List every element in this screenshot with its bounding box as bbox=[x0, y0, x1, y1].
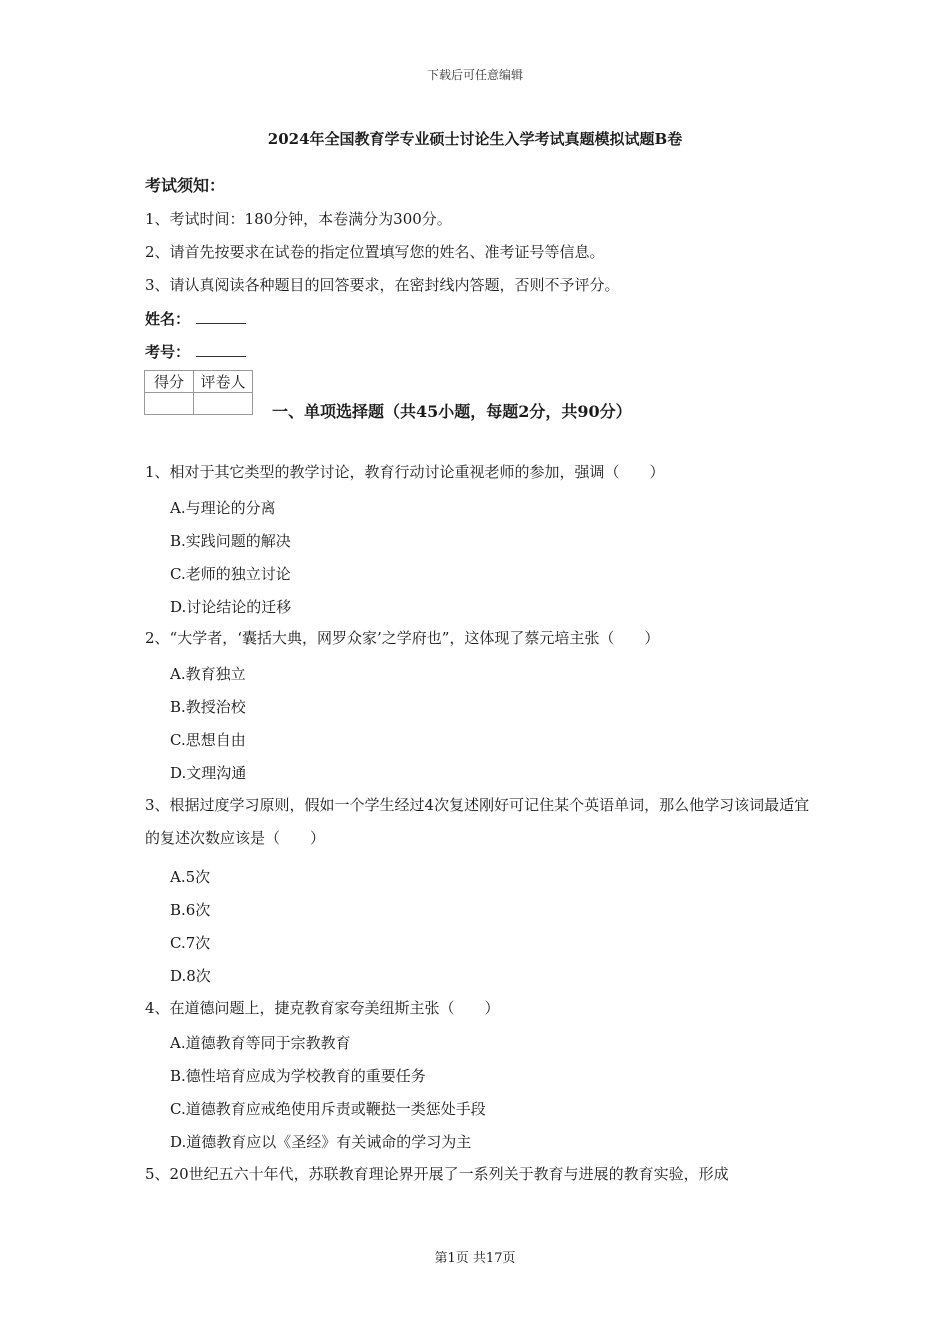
document-title: 2024年全国教育学专业硕士讨论生入学考试真题模拟试题B卷 bbox=[267, 130, 683, 148]
page-footer: 第1页 共17页 bbox=[434, 1251, 516, 1266]
question-4-option: A.道德教育等同于宗教教育 bbox=[170, 1034, 351, 1052]
question-5-text: 5、20世纪五六十年代，苏联教育理论界开展了一系列关于教育与进展的教育实验，形成 bbox=[145, 1165, 729, 1183]
name-blank[interactable] bbox=[196, 309, 246, 324]
exam-id-label: 考号： bbox=[145, 343, 191, 361]
grader-header: 评卷人 bbox=[194, 371, 253, 393]
question-2-option: D.文理沟通 bbox=[170, 764, 247, 782]
question-4-option: D.道德教育应以《圣经》有关诫命的学习为主 bbox=[170, 1133, 472, 1151]
question-2-text: 2、“大学者，‘囊括大典，网罗众家’之学府也”，这体现了蔡元培主张（ ） bbox=[145, 629, 660, 647]
notice-item: 1、考试时间：180分钟，本卷满分为300分。 bbox=[145, 210, 452, 228]
notice-heading: 考试须知： bbox=[145, 176, 226, 195]
notice-item: 2、请首先按要求在试卷的指定位置填写您的姓名、准考证号等信息。 bbox=[145, 243, 605, 261]
grader-cell bbox=[194, 393, 253, 415]
question-4-option: B.德性培育应成为学校教育的重要任务 bbox=[170, 1067, 426, 1085]
question-3-option: C.7次 bbox=[170, 934, 211, 952]
score-header: 得分 bbox=[145, 371, 194, 393]
name-label: 姓名： bbox=[145, 310, 191, 328]
question-1-option: B.实践问题的解决 bbox=[170, 532, 291, 550]
name-field bbox=[145, 308, 246, 329]
exam-id-blank[interactable] bbox=[196, 342, 246, 357]
question-4-text: 4、在道德问题上，捷克教育家夸美纽斯主张（ ） bbox=[145, 999, 500, 1017]
score-table bbox=[144, 370, 253, 415]
question-1-option: A.与理论的分离 bbox=[170, 499, 276, 517]
question-2-option: C.思想自由 bbox=[170, 731, 246, 749]
notice-item: 3、请认真阅读各种题目的回答要求，在密封线内答题，否则不予评分。 bbox=[145, 276, 620, 294]
question-2-option: A.教育独立 bbox=[170, 665, 246, 683]
score-cell bbox=[145, 393, 194, 415]
question-2-option: B.教授治校 bbox=[170, 698, 246, 716]
question-3-option: D.8次 bbox=[170, 967, 211, 985]
question-1-option: C.老师的独立讨论 bbox=[170, 565, 291, 583]
header-note: 下载后可任意编辑 bbox=[426, 68, 523, 82]
question-3-option: A.5次 bbox=[170, 868, 211, 886]
question-1-text: 1、相对于其它类型的教学讨论，教育行动讨论重视老师的参加，强调（ ） bbox=[145, 463, 665, 481]
question-3-text: 3、根据过度学习原则，假如一个学生经过4次复述刚好可记住某个英语单词，那么他学习该词最适宜的复述次数应该是（ ） bbox=[145, 796, 810, 847]
question-4-option: C.道德教育应戒绝使用斥责或鞭挞一类惩处手段 bbox=[170, 1100, 486, 1118]
exam-id-field bbox=[145, 341, 246, 362]
question-1-option: D.讨论结论的迁移 bbox=[170, 598, 292, 616]
question-3-option: B.6次 bbox=[170, 901, 211, 919]
section-title: 一、单项选择题（共45小题，每题2分，共90分） bbox=[272, 402, 632, 421]
